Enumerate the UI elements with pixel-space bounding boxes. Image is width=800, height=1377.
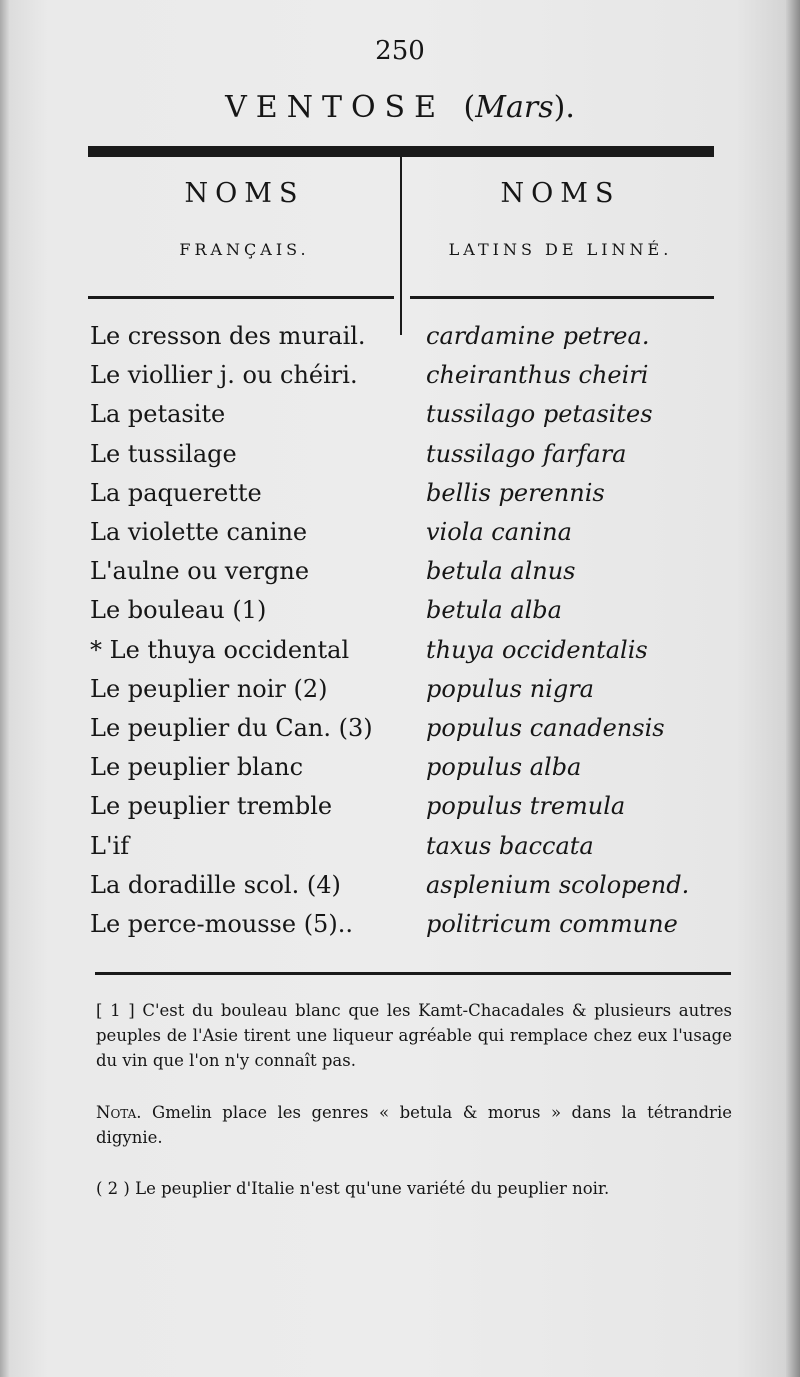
latin-name: betula alba (426, 596, 562, 625)
french-name: Le peuplier noir (2) (90, 674, 328, 703)
page-number: 250 (375, 36, 425, 66)
table-row (90, 400, 730, 439)
bottom-rule (95, 972, 731, 975)
french-name: Le peuplier tremble (90, 792, 333, 821)
french-name: L'if (90, 831, 130, 860)
latin-name: politricum commune (426, 910, 678, 938)
latin-name: viola canina (426, 518, 572, 546)
table-row (90, 361, 730, 400)
latin-name: thuya occidentalis (426, 635, 648, 664)
french-name: La violette canine (90, 518, 308, 546)
french-name: L'aulne ou vergne (90, 557, 310, 586)
page-left-edge (0, 0, 10, 1377)
footnote-2 (96, 1176, 732, 1201)
french-name: La doradille scol. (4) (90, 870, 341, 899)
french-name: Le bouleau (1) (90, 596, 267, 625)
column-divider (400, 157, 402, 335)
french-name: * Le thuya occidental (90, 635, 350, 664)
french-name: La paquerette (90, 478, 262, 507)
page-right-edge (786, 0, 800, 1377)
table-row (90, 675, 730, 714)
table-row (90, 714, 730, 753)
latin-name: tussilago petasites (426, 400, 653, 429)
right-header-rule (410, 296, 714, 299)
right-column-subheading: LATINS DE LINNÉ. (448, 240, 673, 259)
french-name: La petasite (90, 400, 226, 429)
table-row (90, 753, 730, 792)
footnote-1 (96, 998, 732, 1073)
table-row (90, 322, 730, 361)
month-translation: Mars (475, 90, 554, 125)
table-row (90, 479, 730, 518)
nota-label: Nota. (96, 1103, 142, 1122)
latin-name: populus alba (426, 753, 582, 782)
table-row (90, 792, 730, 831)
french-name: Le perce-mousse (5).. (90, 910, 353, 938)
french-name: Le tussilage (90, 439, 237, 468)
left-column-subheading: FRANÇAIS. (179, 240, 310, 259)
footnote-2-text: Le peuplier d'Italie n'est qu'une variété du peuplier noir. (135, 1179, 610, 1198)
footnote-1-text: C'est du bouleau blanc que les Kamt-Chacadales & plusieurs autres peuples de l'Asie tirent une liqueur agréable qui remplace chez eux l'usage du vin que l'on n'y connaît pas. (96, 1001, 732, 1070)
latin-name: populus tremula (426, 792, 626, 821)
french-name: Le viollier j. ou chéiri. (90, 361, 358, 390)
month-name: VENTOSE (225, 90, 445, 125)
latin-name: betula alnus (426, 557, 576, 586)
table-row (90, 518, 730, 557)
latin-name: populus canadensis (426, 714, 665, 742)
table-row (90, 636, 730, 675)
french-name: Le cresson des murail. (90, 322, 366, 350)
latin-name: bellis perennis (426, 478, 605, 507)
table-row (90, 910, 730, 949)
table-row (90, 596, 730, 635)
latin-name: taxus baccata (426, 831, 594, 860)
top-thick-rule (88, 146, 714, 157)
table-row (90, 557, 730, 596)
latin-name: populus nigra (426, 674, 594, 703)
footnote-2-marker: ( 2 ) (96, 1179, 130, 1198)
latin-name: cheiranthus cheiri (426, 361, 649, 390)
french-name: Le peuplier du Can. (3) (90, 714, 373, 742)
footnote-1-marker: [ 1 ] (96, 1001, 135, 1020)
table-row (90, 440, 730, 479)
table-row (90, 832, 730, 871)
left-header-rule (88, 296, 394, 299)
nota-note (96, 1100, 732, 1150)
nota-text: Gmelin place les genres « betula & morus » dans la tétrandrie digynie. (96, 1103, 732, 1147)
table-row (90, 871, 730, 910)
right-column-heading: NOMS (500, 178, 621, 209)
latin-name: tussilago farfara (426, 439, 627, 468)
page-title: VENTOSE (Mars). (225, 90, 575, 125)
french-name: Le peuplier blanc (90, 753, 304, 782)
left-column-heading: NOMS (184, 178, 305, 209)
latin-name: asplenium scolopend. (426, 870, 690, 899)
latin-name: cardamine petrea. (426, 322, 650, 350)
